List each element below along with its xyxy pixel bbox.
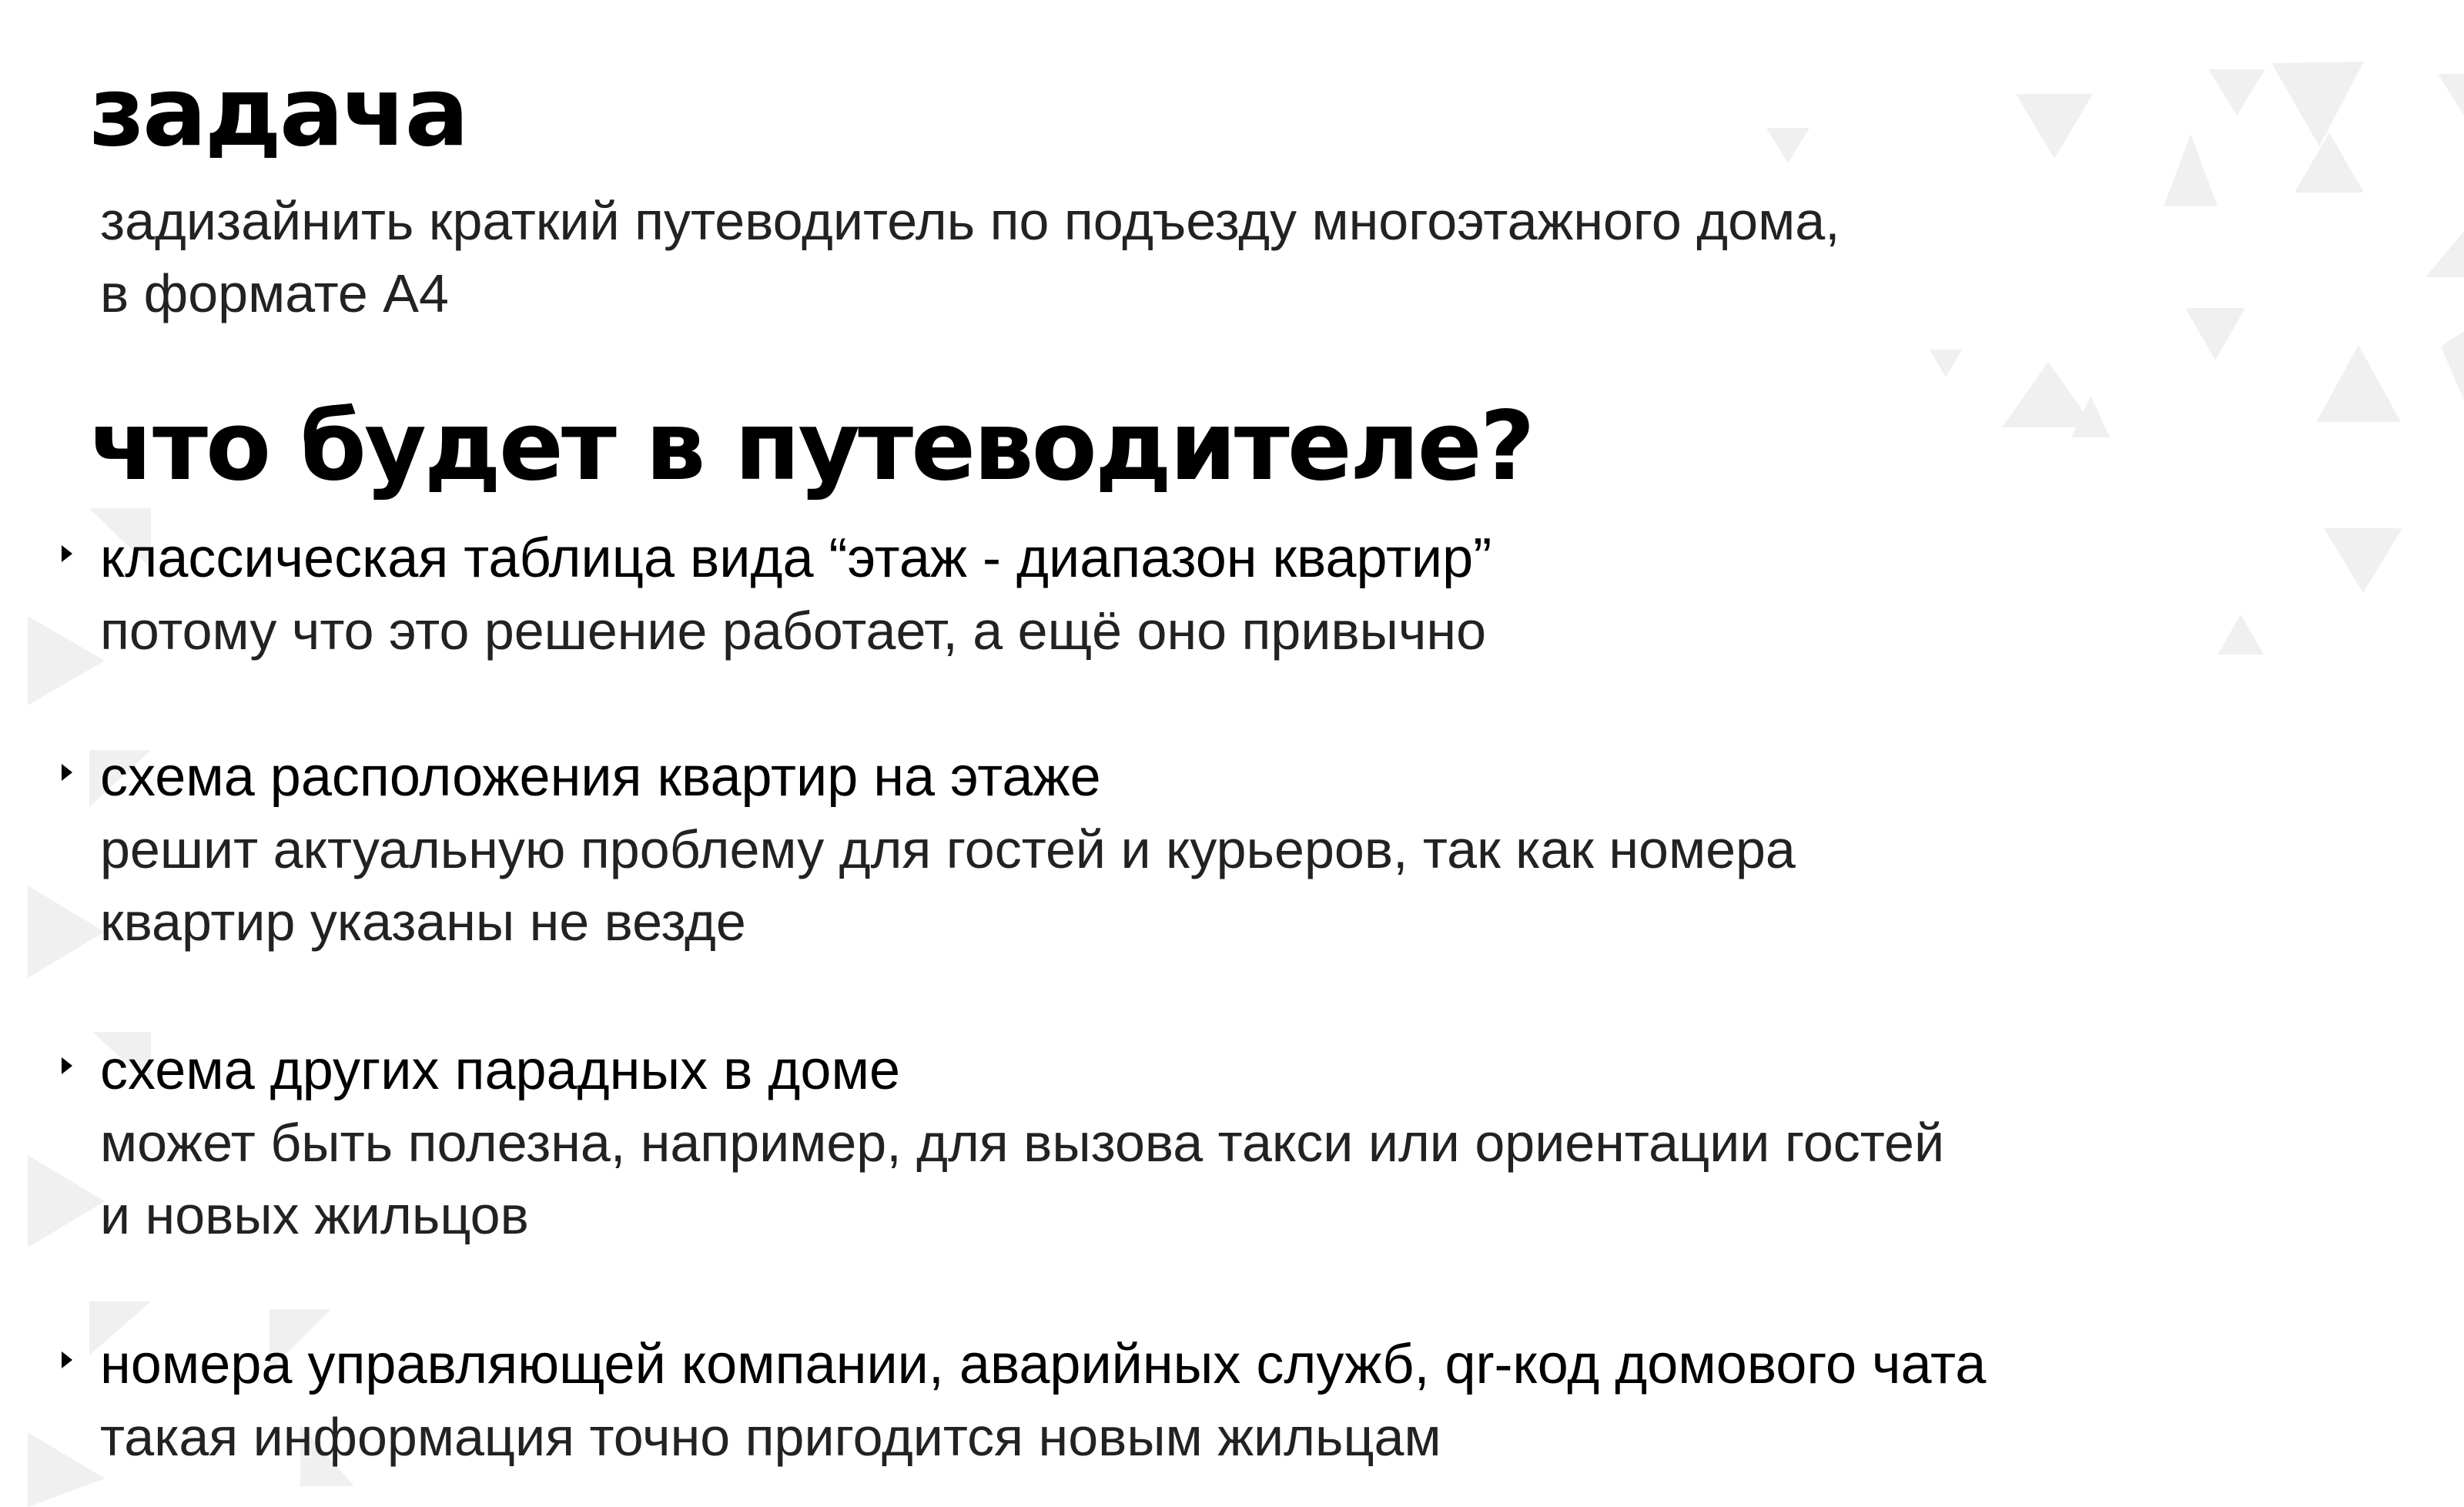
feature-item (62, 741, 2333, 958)
task-description-line: в формате А4 (100, 263, 449, 323)
feature-description-line: потому что это решение работает, а ещё оно привычно (100, 601, 1487, 661)
feature-description-line: квартир указаны не везде (100, 892, 746, 952)
bullet-triangle-icon (62, 1351, 72, 1368)
bullet-triangle-icon (62, 1057, 72, 1074)
bullet-triangle-icon (62, 764, 72, 781)
feature-description-line: может быть полезна, например, для вызова такси или ориентации гостей (100, 1113, 1945, 1173)
feature-item (62, 522, 2333, 667)
feature-description-line: такая информация точно пригодится новым жильцам (100, 1407, 1441, 1467)
task-description (100, 185, 2256, 330)
feature-description (100, 1401, 2333, 1473)
feature-description (100, 594, 2333, 667)
bullet-triangle-icon (62, 545, 72, 562)
feature-description-line: и новых жильцов (100, 1185, 529, 1245)
feature-item (62, 1034, 2333, 1251)
feature-title: схема расположения квартир на этаже (100, 746, 1101, 808)
guide-heading: что будет в путеводителе? (89, 391, 1533, 502)
feature-description-line: решит актуальную проблему для гостей и курьеров, так как номера (100, 819, 1796, 879)
task-heading: задача (89, 57, 467, 168)
feature-item (62, 1328, 2333, 1473)
feature-title: классическая таблица вида “этаж - диапазон квартир” (100, 527, 1492, 589)
feature-description (100, 813, 2333, 958)
feature-title: схема других парадных в доме (100, 1040, 901, 1101)
feature-title: номера управляющей компании, аварийных служб, qr-код домового чата (100, 1334, 1987, 1395)
task-description-line: задизайнить краткий путеводитель по подъезду многоэтажного дома, (100, 191, 1840, 251)
feature-description (100, 1107, 2333, 1251)
